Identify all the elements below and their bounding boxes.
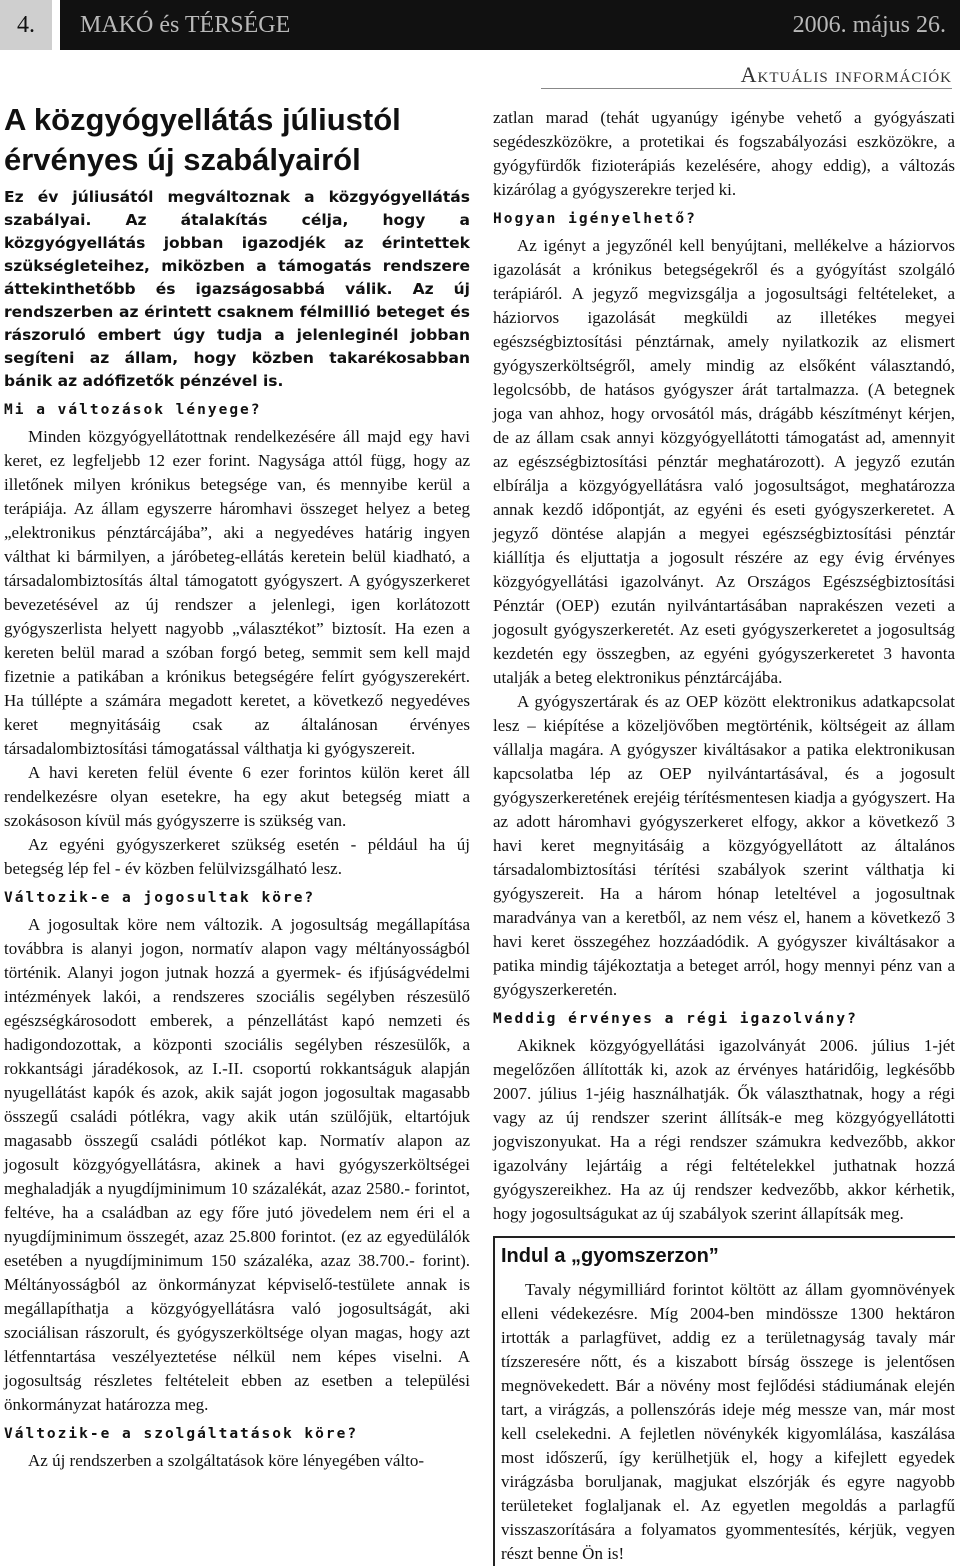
paragraph: Az igényt a jegyzőnél kell benyújtani, mellékelve a háziorvos igazolását a krónikus betegségekről és a gyógyítást szolgáló terápiáról. A jegyző megvizsgálja a jogosultsági feltételeket, a háziorvos igazolását megküldi az illetékes megyei egészségbiztosítási pénztárnak, amely nyilatkozik az elismert gyógyszerköltségről, amely mindig az elsőként választandó, legolcsóbb, de hatásos gyógyszer árát tartalmazza. (A betegnek joga van ahhoz, hogy orvosától más, drágább készítményt kérjen, de az állam csak annyi közgyógyellátotti támogatást ad, amennyit az egészségbiztosítási pénztár meghatározott). A jegyző ezután elbírálja a közgyógyellátásra való jogosultságot, meghatározza annak kezdő időpontját, az egyéni és eseti gyógyszerkeretet. A jegyző döntése alapján a megyei egészségbiztosítási pénztár kiállítja és eljuttatja a jogosult részére az egy évig érvényes közgyógyellátási igazolványt. Az Országos Egészségbiztosítási Pénztár (OEP) ezután nyilvántartásában naprakészen vezeti a jogosult gyógyszerkeretét. Az eseti gyógyszerkeretet a jogosultság kezdetén egy összegben, az egyéni gyógyszerkeretet 3 havonta utalják a beteg elektronikus pénztárcájába.: [493, 236, 955, 687]
section-label: Aktuális információk: [541, 62, 952, 89]
subheading: Mi a változások lényege?: [4, 402, 262, 418]
subheading: Változik-e a jogosultak köre?: [4, 890, 316, 906]
paragraph: A havi kereten felül évente 6 ezer forintos külön keret áll rendelkezésre olyan esetekre, ha egy akut betegség miatt a szokásoson kívül más gyógyszerre is szükség van.: [4, 763, 470, 830]
box-title: Indul a „gyomszerzon”: [501, 1245, 719, 1267]
paragraph: Akiknek közgyógyellátási igazolványát 2006. július 1-jét megelőzően állították ki, azok az érvényes határidőig, legkésőbb 2007. július 1-jéig használhatják. Ők választhatnak, hogy a régi vagy az új rendszer szerint állítsák-e meg közgyógyellátotti jogviszonyukat. Ha a régi rendszer számukra kedvezőbb, akkor igazolvány lejártáig a régi feltételekkel juthatnak hozzá gyógyszereikhez. Ha az új rendszer kedvezőbb, akkor kérhetik, hogy jogosultságukat az új szabályok szerint állapítsák meg.: [493, 1036, 955, 1223]
publication-name: MAKÓ és TÉRSÉGE: [80, 12, 291, 38]
paragraph: Az új rendszerben a szolgáltatások köre lényegében válto-: [28, 1451, 425, 1470]
paragraph: Az egyéni gyógyszerkeret szükség esetén - például ha új betegség lép fel - év közben felülvizsgálható lesz.: [4, 835, 470, 878]
header-bar: [60, 0, 960, 50]
paragraph: A jogosultak köre nem változik. A jogosultság megállapítása továbbra is alanyi jogon, normatív alapon vagy méltányosságból történik. Alanyi jogon jutnak hozzá a gyermek- és ifjúságvédelmi intézmények lakói, a rendszeres szociális segélyben részesülő egészségkárosodott emberek, a pénzellátást kapó nemzeti és hadigondozottak, a központi szociális segélyben részesülők, a rokkantsági járadékosok, az I.-II. csoportú rokkantságuk alapján nyugellátást kapók és azok, akik saját jogon jogosultak magasabb összegű családi pótlékra, vagy akik után szülőjük, eltartójuk magasabb összegű családi pótlékot kap. Normatív alapon az jogosult közgyógyellátásra, akinek a havi gyógyszerköltségei meghaladják a nyugdíjminimum 10 százalékát, azaz 2580.- forintot, feltéve, ha a családban az egy főre jutó jövedelem nem éri el a nyugdíjminimum összegét, azaz 25.800 forintot. (ez az egyedülálók esetében a nyugdíjminimum 150 százaléka, azaz 38.700.- forint). Méltányosságból az önkormányzat képviselő-testülete annak is megállapíthatja a közgyógyellátásra való jogosultságát, aki szociálisan rászorult, és gyógyszerköltsége olyan magas, hogy azt létfenntartása veszélyeztetése nélkül nem képes viselni. A jogosultság részletes feltételeit ebben az esetben a települési önkormányzat határozza meg.: [4, 915, 470, 1414]
sidebar-box: [493, 1236, 955, 1566]
left-column: [4, 100, 470, 1473]
article-lead: Ez év júliusától megváltoznak a közgyógyellátás szabályai. Az átalakítás célja, hogy a közgyógyellátás jobban igazodjék az érintettek szükségleteihez, miközben a támogatás rendszere áttekinthetőbb és igazságosabbá válik. Az új rendszerben az érintett csaknem félmillió beteget és rászoruló embert úgy tudja a jelenleginél jobban segíteni az állam, hogy közben takarékosabban bánik az adófizetők pénzével is.: [4, 188, 470, 390]
page-number: 4.: [0, 0, 52, 50]
subheading: Változik-e a szolgáltatások köre?: [4, 1426, 359, 1442]
paragraph: A gyógyszertárak és az OEP között elektronikus adatkapcsolat lesz – kiépítése a közeljövőben megtörténik, költségeit az állam vállalja magára. A gyógyszer kiváltásakor a patika elektronikusan kapcsolatba lép az OEP nyilvántartásával, és a jogosult gyógyszerkeretének erejéig térítésmentesen kiadja a gyógyszert. Ha az adott háromhavi gyógyszerkeret elfogy, akkor a következő 3 havi keret megnyitásáig a közgyógyellátott az általános társadalombiztosítási térítési szabályok szerint válthatja ki gyógyszereit. Ha a három hónap leteltével a jogosultnak maradványa van a keretből, az nem vész el, hanem a következő 3 havi keret összegéhez hozzáadódik. A gyógyszer kiváltásakor a patika mindig tájékoztatja a beteget arról, hogy mennyi pénz van a gyógyszerkeretén.: [493, 692, 955, 999]
paragraph: zatlan marad (tehát ugyanúgy igénybe vehető a gyógyászati segédeszközökre, a protetikai és fogszabályozási eszközökre, a gyógyfürdők fizioterápiás kezelésére, ahogy eddig), a változás kizárólag a gyógyszerekre terjed ki.: [493, 108, 955, 199]
subheading: Meddig érvényes a régi igazolvány?: [493, 1011, 858, 1027]
subheading: Hogyan igényelhető?: [493, 211, 697, 227]
issue-date: 2006. május 26.: [792, 12, 946, 38]
paragraph: Minden közgyógyellátottnak rendelkezésére áll majd egy havi keret, ez legfeljebb 12 ezer forint. Nagysága attól függ, hogy az illetőnek milyen krónikus betegsége van, és mennyibe kerül a terápiája. Az állam egyszerre háromhavi összeget helyez a beteg „elektronikus pénztárcájába”, aki a negyedéves határig ingyen válthat ki bármilyen, a járóbeteg-ellátás keretein belül kiadható, a társadalombiztosítás által támogatott gyógyszert. A gyógyszerkeret bevezetésével az új rendszer a jelenlegi, igen korlátozott gyógyszerlista helyett nagyobb „választékot” biztosít. Ha ezen a kereten belül marad a szóban forgó beteg, semmit sem kell majd fizetnie a patikában a krónikus betegségére felírt gyógyszerekért. Ha túllépte a számára megadott keretet, a következő negyedéves keret megnyitásáig csak az általánosan érvényes társadalombiztosítási támogatással válthatja ki gyógyszereit.: [4, 427, 470, 758]
article-title: A közgyógyellátás júliustól érvényes új szabályairól: [4, 102, 401, 177]
page-header: [0, 0, 960, 50]
box-text: Tavaly négymilliárd forintot költött az állam gyomnövények elleni védekezésre. Míg 2004-ben mindössze 1300 hektáron irtották a parlagfüvet, addig ez a területnagyság tavaly már tízszeresére nőtt, és a kiszabott bírság összege is jelentősen megnövekedett. Bár a növény most fejlődési stádiumának elején tart, a virágzás, a pollenszórás ideje még messze van, már most kell cselekedni. A fejletlen növénykék kigyomlálása, kaszálása most időszerű, így kerülhetjük el, hogy a kifejlett egyedek virágzásba boruljanak, magjukat elszórják és egyre nagyobb területeket foglaljanak el. Az egyetlen megoldás a parlagfű visszaszorítására a folyamatos gyommentesítés, kérjük, vegyen részt benne Ön is!: [501, 1280, 955, 1563]
right-column: [493, 106, 955, 1566]
